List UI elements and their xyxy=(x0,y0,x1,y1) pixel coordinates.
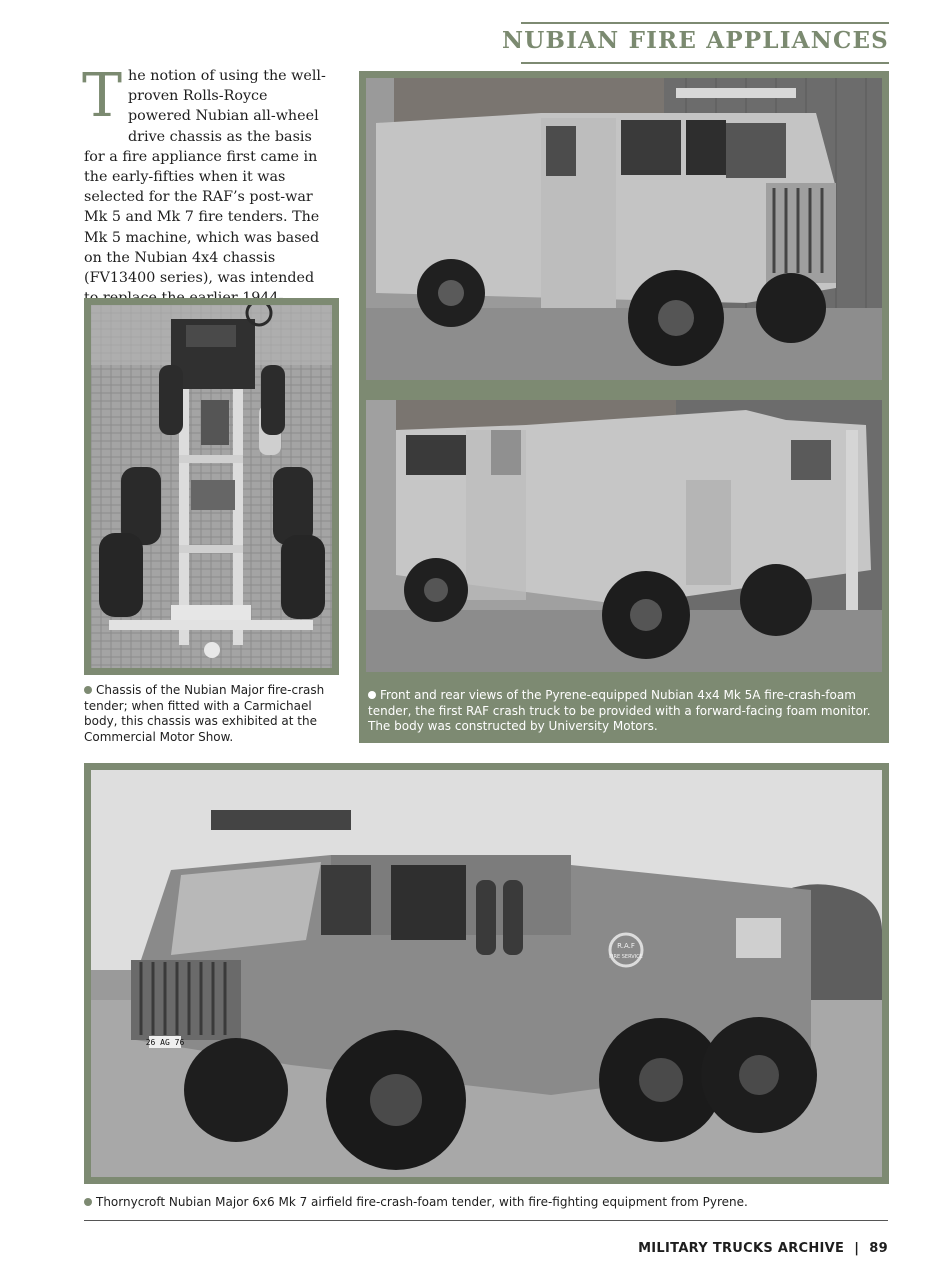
raf-roundel-top: R.A.F xyxy=(617,942,635,950)
main-photo-caption: Thornycroft Nubian Major 6x6 Mk 7 airfield fire-crash-foam tender, with fire-fighting equipment from Pyrene. xyxy=(84,1195,889,1211)
bullet-dot-icon xyxy=(84,686,92,694)
front-rear-photo-frame xyxy=(359,71,889,743)
footer-separator: | xyxy=(854,1241,860,1256)
main-photo-frame xyxy=(84,763,889,1184)
raf-roundel-bottom: FIRE SERVICE xyxy=(609,954,643,960)
drop-cap: T xyxy=(82,61,123,131)
chassis-photo xyxy=(91,305,332,668)
footer-divider xyxy=(84,1220,888,1221)
chassis-caption: Chassis of the Nubian Major fire-crash tender; when fitted with a Carmichael body, this chassis was exhibited at the Commercial Motor Show. xyxy=(84,683,325,744)
front-rear-caption: Front and rear views of the Pyrene-equipped Nubian 4x4 Mk 5A fire-crash-foam tender, the first RAF crash truck to be provided with a forward-facing foam monitor. The body was constructed by University Motors. xyxy=(368,688,871,733)
intro-text-block xyxy=(82,61,332,329)
page-title: NUBIAN FIRE APPLIANCES xyxy=(502,27,889,54)
page-number: 89 xyxy=(869,1241,888,1256)
bullet-dot-icon xyxy=(84,1198,92,1206)
chassis-photo-frame xyxy=(84,298,339,675)
publication-name: MILITARY TRUCKS ARCHIVE xyxy=(638,1241,845,1256)
front-view-photo xyxy=(366,78,882,380)
page-footer xyxy=(638,1241,888,1256)
bullet-dot-icon xyxy=(368,691,376,699)
license-plate: 26 AG 76 xyxy=(145,1038,185,1047)
intro-paragraph: he notion of using the well-proven Rolls-Royce powered Nubian all-wheel drive chassis as the basis for a fire appliance first came in the early-fifties when it was selected for the RAF’s post-war Mk 5 and Mk 7 fire tenders. The Mk 5 machine, which was based on the Nubian 4x4 chassis (FV13400 series), was intended xyxy=(84,68,326,287)
main-photo xyxy=(91,770,882,1177)
page-header xyxy=(502,22,889,64)
rear-view-photo xyxy=(366,400,882,672)
